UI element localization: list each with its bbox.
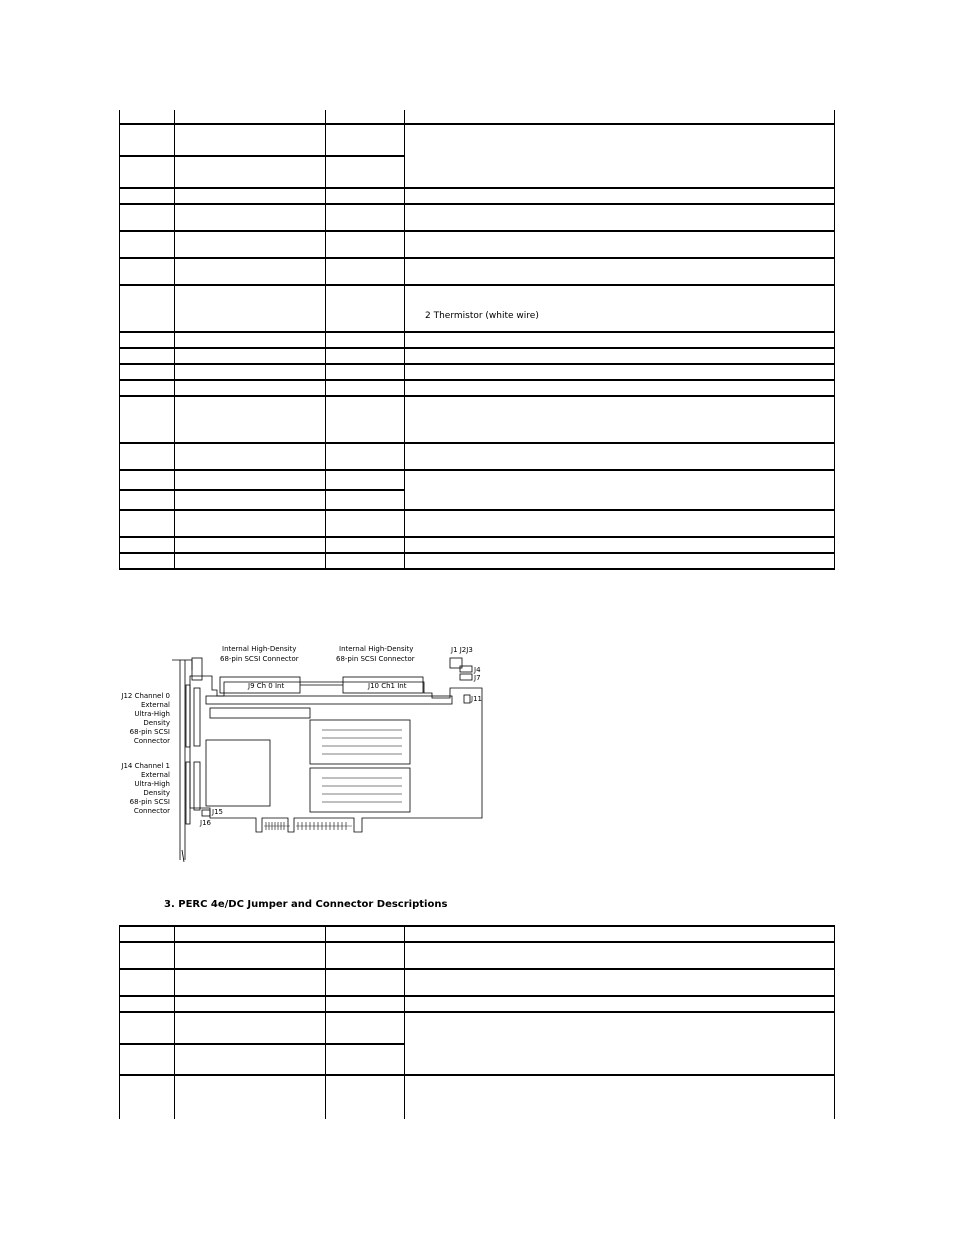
label-j14-line2: External <box>140 771 170 779</box>
label-j14-line6: Connector <box>133 807 170 815</box>
table-row <box>120 348 835 364</box>
table-row <box>120 396 835 443</box>
label-j16: J16 <box>200 819 211 827</box>
label-j12-line4: Density <box>143 719 170 727</box>
label-j12-line3: Ultra-High <box>134 710 170 718</box>
label-internal-ch1-line2: 68-pin SCSI Connector <box>336 655 415 663</box>
label-internal-ch1-line1: Internal High-Density <box>339 645 414 653</box>
table-row <box>120 188 835 204</box>
table-row <box>120 969 835 996</box>
label-j1-j2-j3: J1 J2J3 <box>451 646 473 654</box>
controller-chip <box>206 740 270 806</box>
connector-table-continued <box>119 110 835 570</box>
table-row <box>120 204 835 231</box>
table-row <box>120 380 835 396</box>
table-row <box>120 470 835 490</box>
label-j12-line6: Connector <box>133 737 170 745</box>
table-row <box>120 124 835 156</box>
table-row <box>120 942 835 969</box>
jumper-j11 <box>464 695 470 703</box>
table-row <box>120 443 835 470</box>
label-internal-ch0-line1: Internal High-Density <box>222 645 297 653</box>
thermistor-note: 2 Thermistor (white wire) <box>405 285 835 332</box>
memory-socket-lower <box>310 768 410 812</box>
label-j14-line1: J14 Channel 1 <box>121 762 170 770</box>
label-j9: J9 Ch 0 Int <box>248 682 285 690</box>
table-row <box>120 996 835 1012</box>
table-row <box>120 510 835 537</box>
jumper-j7 <box>460 674 472 680</box>
table-caption: 3. PERC 4e/DC Jumper and Connector Descriptions <box>164 899 448 910</box>
label-j12-line1: J12 Channel 0 <box>121 692 170 700</box>
table-row <box>120 110 835 124</box>
label-j12-line2: External <box>140 701 170 709</box>
table-row <box>120 258 835 285</box>
label-j14-line4: Density <box>143 789 170 797</box>
label-j14-line5: 68-pin SCSI <box>129 798 170 806</box>
table-row <box>120 285 835 332</box>
label-j15: J15 <box>212 808 223 816</box>
jumper-connector-table <box>119 925 835 1119</box>
table-row <box>120 1075 835 1119</box>
table-row <box>120 231 835 258</box>
label-j7: J7 <box>474 674 481 682</box>
table-row <box>120 332 835 348</box>
jumper-j15 <box>202 810 210 816</box>
j14-external-connector <box>186 762 190 824</box>
table-row <box>120 1012 835 1044</box>
label-j12-line5: 68-pin SCSI <box>129 728 170 736</box>
label-j4: J4 <box>474 666 481 674</box>
label-j14-line3: Ultra-High <box>134 780 170 788</box>
table-row <box>120 553 835 569</box>
label-j11: J11 <box>471 695 482 703</box>
label-internal-ch0-line2: 68-pin SCSI Connector <box>220 655 299 663</box>
mounting-bracket <box>172 660 192 860</box>
label-j10: J10 Ch1 Int <box>368 682 407 690</box>
jumper-block-left <box>192 658 202 680</box>
table-row <box>120 537 835 553</box>
table-row <box>120 364 835 380</box>
table-row <box>120 926 835 942</box>
j12-external-connector <box>186 685 190 747</box>
perc-4edc-board-diagram <box>112 640 488 862</box>
memory-socket-upper <box>310 720 410 764</box>
